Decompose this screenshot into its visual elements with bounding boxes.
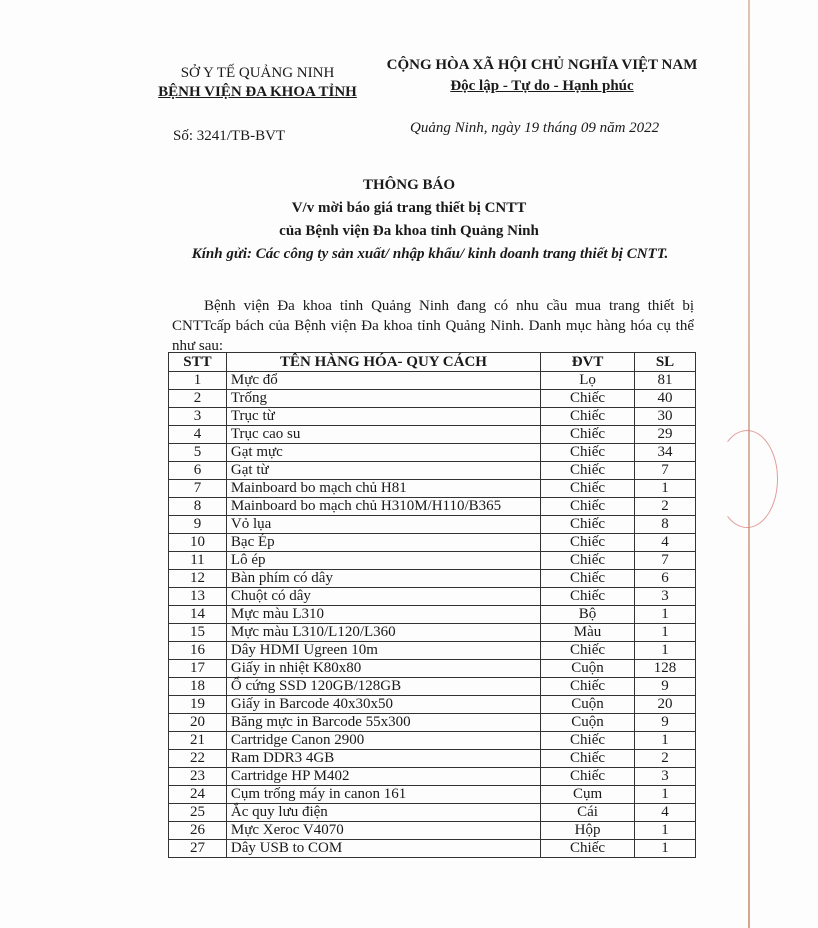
table-row	[169, 732, 696, 750]
row-unit: Chiếc	[541, 462, 635, 480]
row-name: Mực màu L310	[226, 606, 540, 624]
row-stt: 3	[169, 408, 227, 426]
row-qty: 34	[634, 444, 695, 462]
row-stt: 22	[169, 750, 227, 768]
row-unit: Chiếc	[541, 570, 635, 588]
row-unit: Chiếc	[541, 480, 635, 498]
row-unit: Hộp	[541, 822, 635, 840]
row-unit: Chiếc	[541, 408, 635, 426]
row-unit: Chiếc	[541, 642, 635, 660]
row-name: Chuột có dây	[226, 588, 540, 606]
table-row	[169, 498, 696, 516]
row-qty: 29	[634, 426, 695, 444]
row-name: Mực Xeroc V4070	[226, 822, 540, 840]
row-qty: 8	[634, 516, 695, 534]
row-stt: 16	[169, 642, 227, 660]
row-stt: 7	[169, 480, 227, 498]
row-qty: 4	[634, 804, 695, 822]
table-row	[169, 552, 696, 570]
row-unit: Chiếc	[541, 390, 635, 408]
row-stt: 1	[169, 372, 227, 390]
header-name: TÊN HÀNG HÓA- QUY CÁCH	[226, 353, 540, 372]
row-name: Vỏ lụa	[226, 516, 540, 534]
country-name: CỘNG HÒA XÃ HỘI CHỦ NGHĨA VIỆT NAM	[386, 57, 698, 73]
table-row	[169, 750, 696, 768]
row-unit: Cuộn	[541, 696, 635, 714]
row-qty: 1	[634, 822, 695, 840]
document-number: Số: 3241/TB-BVT	[173, 128, 286, 144]
row-stt: 4	[169, 426, 227, 444]
row-qty: 6	[634, 570, 695, 588]
row-unit: Chiếc	[541, 426, 635, 444]
org-parent: SỞ Y TẾ QUẢNG NINH	[180, 65, 335, 81]
row-unit: Chiếc	[541, 588, 635, 606]
table-header-row	[169, 353, 696, 372]
header-qty: SL	[634, 353, 695, 372]
table-row	[169, 570, 696, 588]
row-unit: Cái	[541, 804, 635, 822]
table-row	[169, 372, 696, 390]
row-name: Mực màu L310/L120/L360	[226, 624, 540, 642]
recipient: Kính gửi: Các công ty sản xuất/ nhập khẩu/ kinh doanh trang thiết bị CNTT.	[191, 246, 669, 262]
document-title	[0, 174, 818, 243]
row-name: Trống	[226, 390, 540, 408]
table-row	[169, 822, 696, 840]
row-qty: 2	[634, 750, 695, 768]
row-unit: Lọ	[541, 372, 635, 390]
motto: Độc lập - Tự do - Hạnh phúc	[450, 78, 634, 94]
row-qty: 3	[634, 768, 695, 786]
row-qty: 1	[634, 840, 695, 858]
row-stt: 27	[169, 840, 227, 858]
row-name: Mực đổ	[226, 372, 540, 390]
header-stt: STT	[169, 353, 227, 372]
table-row	[169, 462, 696, 480]
table-row	[169, 408, 696, 426]
row-name: Giấy in Barcode 40x30x50	[226, 696, 540, 714]
items-table	[168, 352, 696, 858]
row-stt: 11	[169, 552, 227, 570]
row-qty: 1	[634, 786, 695, 804]
issuer-block	[150, 64, 365, 102]
row-stt: 14	[169, 606, 227, 624]
row-name: Bạc Ép	[226, 534, 540, 552]
row-qty: 9	[634, 678, 695, 696]
row-name: Trục từ	[226, 408, 540, 426]
row-unit: Chiếc	[541, 552, 635, 570]
row-qty: 1	[634, 642, 695, 660]
row-stt: 25	[169, 804, 227, 822]
row-unit: Màu	[541, 624, 635, 642]
row-name: Mainboard bo mạch chủ H310M/H110/B365	[226, 498, 540, 516]
row-unit: Chiếc	[541, 516, 635, 534]
title-line1: V/v mời báo giá trang thiết bị CNTT	[291, 200, 527, 216]
row-unit: Cuộn	[541, 714, 635, 732]
row-qty: 2	[634, 498, 695, 516]
row-stt: 12	[169, 570, 227, 588]
intro-paragraph: Bệnh viện Đa khoa tỉnh Quảng Ninh đang có nhu cầu mua trang thiết bị CNTTcấp bách của Bệnh viện Đa khoa tỉnh Quảng Ninh. Danh mục hàng hóa cụ thể như sau:	[172, 298, 694, 354]
table-row	[169, 642, 696, 660]
table-row	[169, 534, 696, 552]
row-qty: 1	[634, 732, 695, 750]
national-header	[372, 55, 712, 97]
row-stt: 6	[169, 462, 227, 480]
row-stt: 13	[169, 588, 227, 606]
row-name: Cartridge Canon 2900	[226, 732, 540, 750]
table-row	[169, 480, 696, 498]
row-qty: 30	[634, 408, 695, 426]
row-stt: 15	[169, 624, 227, 642]
title-line2: của Bệnh viện Đa khoa tỉnh Quảng Ninh	[279, 223, 539, 239]
row-stt: 2	[169, 390, 227, 408]
row-name: Gạt từ	[226, 462, 540, 480]
table-row	[169, 588, 696, 606]
row-qty: 1	[634, 624, 695, 642]
row-name: Gạt mực	[226, 444, 540, 462]
row-stt: 20	[169, 714, 227, 732]
row-qty: 3	[634, 588, 695, 606]
row-name: Cụm trống máy in canon 161	[226, 786, 540, 804]
table-row	[169, 804, 696, 822]
row-qty: 9	[634, 714, 695, 732]
table-row	[169, 516, 696, 534]
row-qty: 128	[634, 660, 695, 678]
row-unit: Bộ	[541, 606, 635, 624]
row-unit: Chiếc	[541, 534, 635, 552]
header-unit: ĐVT	[541, 353, 635, 372]
table-row	[169, 678, 696, 696]
row-qty: 4	[634, 534, 695, 552]
row-name: Dây HDMI Ugreen 10m	[226, 642, 540, 660]
row-name: Băng mực in Barcode 55x300	[226, 714, 540, 732]
row-unit: Chiếc	[541, 768, 635, 786]
row-name: Dây USB to COM	[226, 840, 540, 858]
row-qty: 20	[634, 696, 695, 714]
row-name: Bàn phím có dây	[226, 570, 540, 588]
table-row	[169, 840, 696, 858]
title-main: THÔNG BÁO	[362, 177, 456, 193]
row-stt: 19	[169, 696, 227, 714]
row-name: Ram DDR3 4GB	[226, 750, 540, 768]
place-date: Quảng Ninh, ngày 19 tháng 09 năm 2022	[410, 120, 660, 136]
row-qty: 40	[634, 390, 695, 408]
row-stt: 18	[169, 678, 227, 696]
row-name: Ổ cứng SSD 120GB/128GB	[226, 678, 540, 696]
row-unit: Chiếc	[541, 732, 635, 750]
table-row	[169, 786, 696, 804]
row-unit: Cụm	[541, 786, 635, 804]
row-name: Trục cao su	[226, 426, 540, 444]
row-qty: 7	[634, 552, 695, 570]
row-stt: 5	[169, 444, 227, 462]
row-unit: Chiếc	[541, 750, 635, 768]
row-name: Lô ép	[226, 552, 540, 570]
row-qty: 1	[634, 480, 695, 498]
table-row	[169, 696, 696, 714]
row-qty: 7	[634, 462, 695, 480]
row-unit: Chiếc	[541, 444, 635, 462]
row-stt: 9	[169, 516, 227, 534]
row-stt: 10	[169, 534, 227, 552]
table-row	[169, 390, 696, 408]
red-stamp-fragment	[716, 430, 778, 528]
row-name: Cartridge HP M402	[226, 768, 540, 786]
table-row	[169, 660, 696, 678]
row-qty: 1	[634, 606, 695, 624]
org-name: BỆNH VIỆN ĐA KHOA TỈNH	[158, 84, 357, 100]
table-row	[169, 444, 696, 462]
row-unit: Cuộn	[541, 660, 635, 678]
row-unit: Chiếc	[541, 840, 635, 858]
row-name: Giấy in nhiệt K80x80	[226, 660, 540, 678]
row-unit: Chiếc	[541, 498, 635, 516]
table-row	[169, 714, 696, 732]
row-stt: 8	[169, 498, 227, 516]
row-stt: 23	[169, 768, 227, 786]
row-stt: 24	[169, 786, 227, 804]
row-qty: 81	[634, 372, 695, 390]
table-row	[169, 606, 696, 624]
row-stt: 26	[169, 822, 227, 840]
row-stt: 17	[169, 660, 227, 678]
row-stt: 21	[169, 732, 227, 750]
table-row	[169, 624, 696, 642]
table-row	[169, 426, 696, 444]
row-name: Ắc quy lưu điện	[226, 804, 540, 822]
row-unit: Chiếc	[541, 678, 635, 696]
row-name: Mainboard bo mạch chủ H81	[226, 480, 540, 498]
table-row	[169, 768, 696, 786]
